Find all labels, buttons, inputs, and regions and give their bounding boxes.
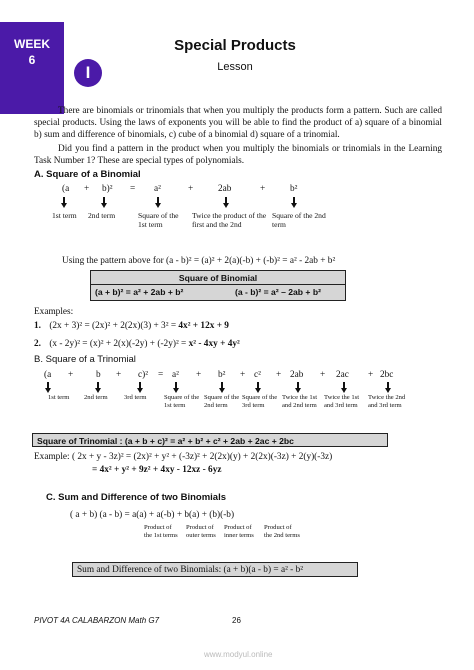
box-formula-right: (a - b)² = a² – 2ab + b² bbox=[235, 287, 321, 297]
term: + bbox=[368, 370, 374, 380]
box-title: Square of Binomial bbox=[178, 273, 258, 283]
product-label: Product of inner terms bbox=[224, 524, 254, 539]
product-label: Product of outer terms bbox=[186, 524, 216, 539]
example-2: (x - 2y)² = (x)² + 2(x)(-2y) + (-2y)² = bbox=[49, 339, 189, 349]
term-label: Square of the 2nd term bbox=[204, 394, 240, 409]
term: + bbox=[68, 370, 74, 380]
term-label: 2nd term bbox=[84, 394, 108, 401]
week-number: 6 bbox=[28, 53, 36, 67]
box-divider bbox=[90, 284, 346, 285]
example-number: 1. bbox=[34, 321, 41, 331]
term: 2ab bbox=[218, 184, 232, 194]
term: + bbox=[240, 370, 246, 380]
example-2-answer: x² - 4xy + 4y² bbox=[188, 339, 240, 349]
lesson-label: Lesson bbox=[217, 61, 253, 73]
term-label: 1st term bbox=[52, 211, 77, 220]
term: + bbox=[260, 184, 266, 194]
example-1-answer: 4x² + 12x + 9 bbox=[178, 321, 229, 331]
term-label: 3rd term bbox=[124, 394, 147, 401]
sum-difference-expression: ( a + b) (a - b) = a(a) + a(-b) + b(a) + (b)(-b) bbox=[70, 510, 235, 520]
square-of-trinomial-box: Square of Trinomial : (a + b + c)² = a² + b² + c² + 2ab + 2ac + 2bc bbox=[32, 433, 388, 447]
term: + bbox=[276, 370, 282, 380]
term-label: Square of the 1st term bbox=[138, 211, 179, 229]
section-a-heading: A. Square of a Binomial bbox=[34, 169, 141, 180]
trinomial-example-answer: = 4x² + y² + 9z² + 4xy - 12xz - 6yz bbox=[92, 465, 222, 475]
intro-paragraph-2: Did you find a pattern in the product when you multiply the binomials or trinomials in the Learning Task Number 1? These are special types of polynomials. bbox=[34, 144, 442, 167]
example-number: 2. bbox=[34, 339, 41, 349]
examples-label: Examples: bbox=[34, 307, 74, 317]
section-c-heading: C. Sum and Difference of two Binomials bbox=[46, 492, 226, 503]
term-label: Square of the 2nd term bbox=[272, 211, 326, 229]
term-label: Square of the 3rd term bbox=[242, 394, 278, 409]
term: a² bbox=[154, 184, 161, 194]
term-label: Twice the 1st and 3rd term bbox=[324, 394, 360, 409]
term: 2ac bbox=[336, 370, 349, 380]
trinomial-example: Example: ( 2x + y - 3z)² = (2x)² + y² + (-3z)² + 2(2x)(y) + 2(2x)(-3z) + 2(y)(-3z) bbox=[34, 452, 333, 462]
term: 2ab bbox=[290, 370, 304, 380]
term: (a bbox=[44, 370, 52, 380]
term: b bbox=[96, 370, 101, 380]
example-1: (2x + 3)² = (2x)² + 2(2x)(3) + 3² = bbox=[49, 321, 179, 331]
term: = bbox=[130, 184, 136, 194]
intro-paragraph-1: There are binomials or trinomials that when you multiply the products form a pattern. Such are called special products. Using the laws of exponents you will be able to find the product of a) square of a binomial b) sum and difference of binomials, c) cube of a binomial d) square of a trinomial. bbox=[34, 106, 442, 141]
footer-source: PIVOT 4A CALABARZON Math G7 bbox=[34, 616, 160, 625]
term: + bbox=[188, 184, 194, 194]
term: + bbox=[320, 370, 326, 380]
term: b)² bbox=[102, 184, 113, 194]
term-label: Twice the 2nd and 3rd term bbox=[368, 394, 406, 409]
term: b² bbox=[290, 184, 298, 194]
sum-difference-box: Sum and Difference of two Binomials: (a + b)(a - b) = a² - b² bbox=[72, 562, 358, 577]
week-badge bbox=[0, 22, 64, 114]
week-label: WEEK bbox=[14, 37, 50, 51]
term-label: Twice the product of the first and the 2nd bbox=[192, 211, 267, 229]
term: + bbox=[116, 370, 122, 380]
term: + bbox=[84, 184, 90, 194]
lesson-letter-badge: I bbox=[74, 59, 102, 87]
term: c)² bbox=[138, 370, 149, 380]
term: 2bc bbox=[380, 370, 394, 380]
watermark: www.modyul.online bbox=[204, 650, 273, 659]
term-label: 2nd term bbox=[88, 211, 116, 220]
term-label: 1st term bbox=[48, 394, 70, 401]
page-title: Special Products bbox=[174, 37, 296, 54]
product-label: Product of the 2nd terms bbox=[264, 524, 300, 539]
term-label: Twice the 1st and 2nd term bbox=[282, 394, 318, 409]
term: a² bbox=[172, 370, 179, 380]
box-formula-left: (a + b)² = a² + 2ab + b² bbox=[95, 287, 184, 297]
term-label: Square of the 1st term bbox=[164, 394, 200, 409]
term: b² bbox=[218, 370, 226, 380]
section-b-heading: B. Square of a Trinomial bbox=[34, 354, 136, 365]
term: + bbox=[196, 370, 202, 380]
square-of-binomial-box bbox=[90, 270, 346, 301]
product-label: Product of the 1st terms bbox=[144, 524, 178, 539]
term: (a bbox=[62, 184, 70, 194]
pattern-line: Using the pattern above for (a - b)² = (a)² + 2(a)(-b) + (-b)² = a² - 2ab + b² bbox=[62, 256, 336, 266]
term: = bbox=[158, 370, 164, 380]
page-number: 26 bbox=[232, 616, 241, 625]
term: c² bbox=[254, 370, 261, 380]
